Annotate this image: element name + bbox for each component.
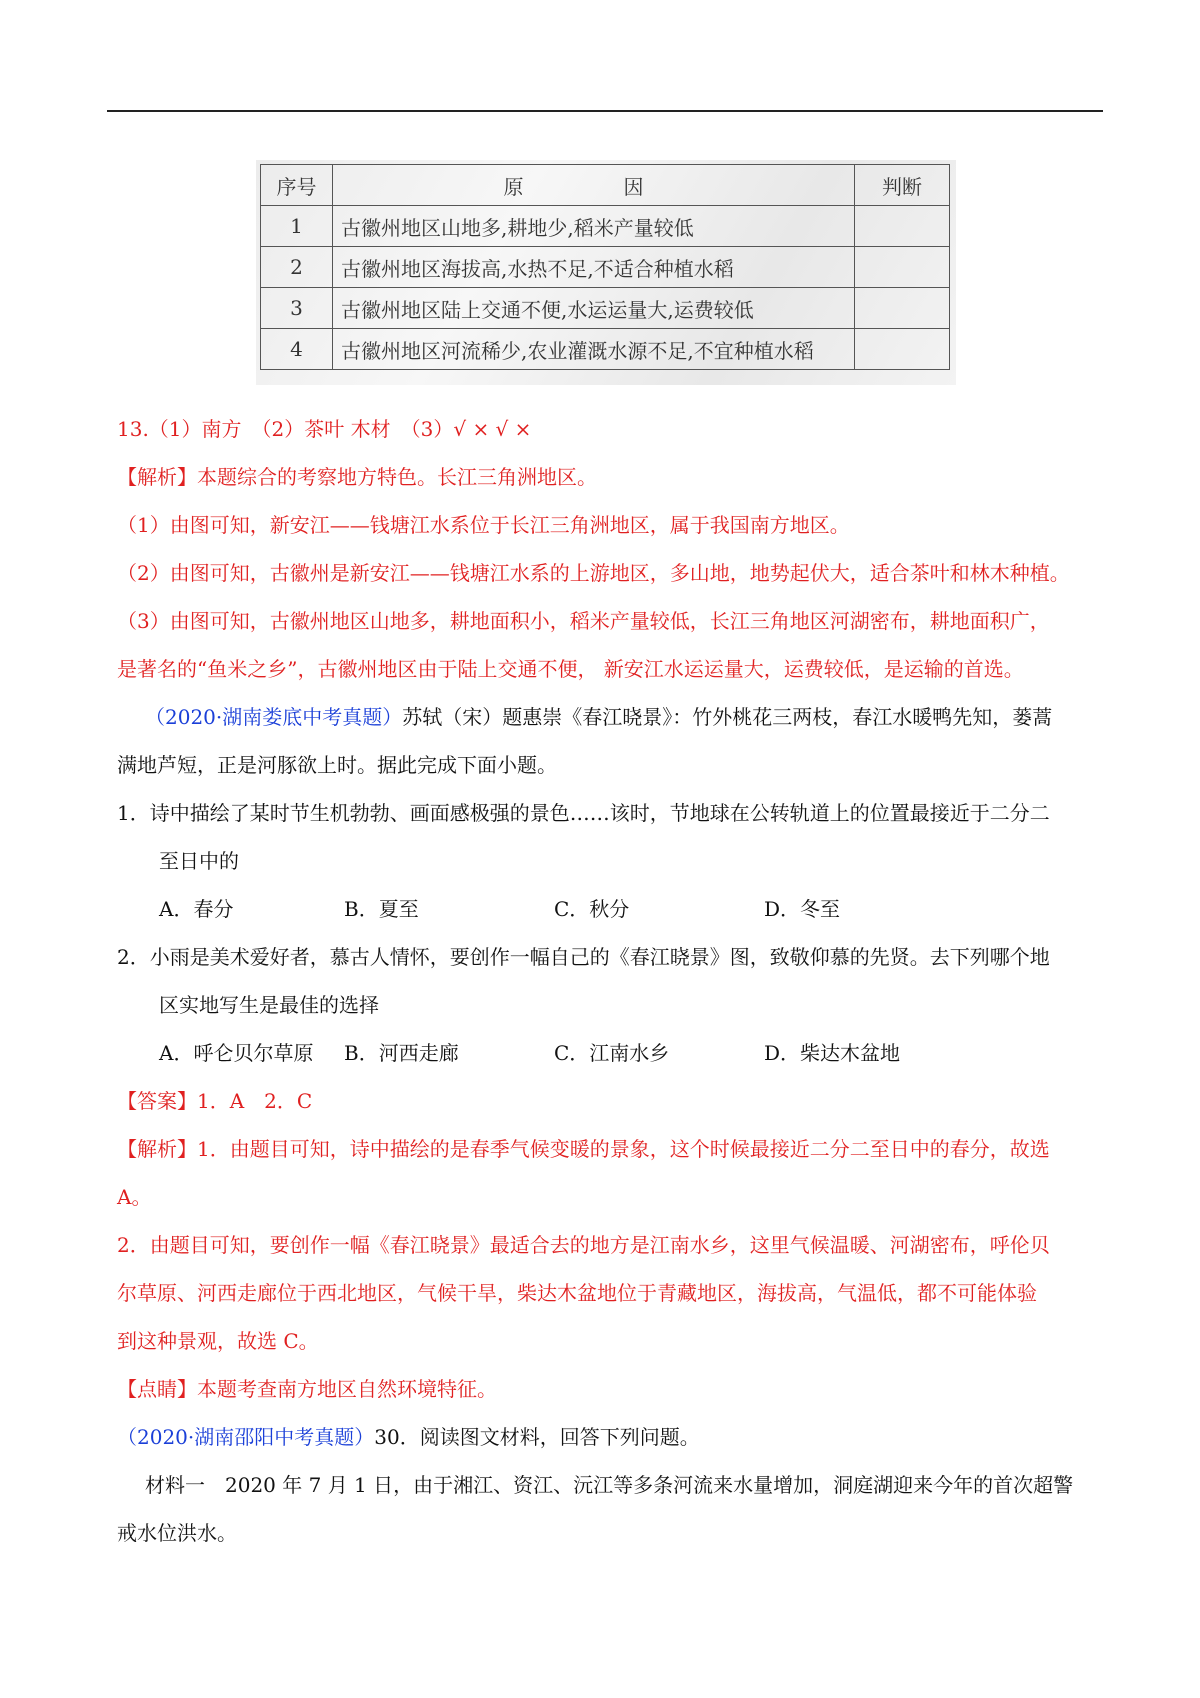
table-cell: 古徽州地区河流稀少,农业灌溉水源不足,不宜种植水稻	[333, 329, 855, 370]
table-row	[261, 288, 950, 329]
table-cell: 4	[261, 329, 333, 370]
q13-analysis-p3-line2: 是著名的“鱼米之乡”，古徽州地区由于陆上交通不便， 新安江水运运量大，运费较低，是运输的首选。	[117, 657, 1024, 681]
material1-line2: 戒水位洪水。	[117, 1521, 237, 1545]
table-cell	[855, 247, 950, 288]
loudi-analysis-1	[117, 1134, 1050, 1164]
loudi-analysis-2-line3: 到这种景观，故选 C。	[117, 1329, 319, 1353]
loudi-intro-line1	[145, 702, 1052, 732]
option-b: B．夏至	[344, 897, 419, 921]
table-cell: 2	[261, 247, 333, 288]
question-1-options	[159, 894, 840, 924]
table-row	[261, 329, 950, 370]
q13-analysis-p2: （2）由图可知，古徽州是新安江——钱塘江水系的上游地区，多山地，地势起伏大，适合茶叶和林木种植。	[117, 561, 1070, 585]
option-d: D．柴达木盆地	[764, 1041, 901, 1065]
answer-text: 1．A 2．C	[197, 1089, 313, 1113]
option-b: B．河西走廊	[344, 1041, 459, 1065]
table-cell: 古徽州地区陆上交通不便,水运运量大,运费较低	[333, 288, 855, 329]
loudi-comment	[117, 1374, 497, 1404]
shaoyang-question	[117, 1422, 700, 1452]
loudi-analysis-2-line2: 尔草原、河西走廊位于西北地区，气候干旱，柴达木盆地位于青藏地区，海拔高，气温低，都不可能体验	[117, 1281, 1037, 1305]
option-a: A．呼仑贝尔草原	[159, 1041, 314, 1065]
option-a: A．春分	[159, 897, 234, 921]
table-cell	[855, 206, 950, 247]
material1-line1: 材料一 2020 年 7 月 1 日，由于湘江、资江、沅江等多条河流来水量增加，洞庭湖迎来今年的首次超警	[145, 1473, 1074, 1497]
loudi-answer	[117, 1086, 312, 1116]
reason-table	[260, 164, 950, 370]
table-cell: 3	[261, 288, 333, 329]
loudi-analysis-2-line1: 2．由题目可知，要创作一幅《春江晓景》最适合去的地方是江南水乡，这里气候温暖、河湖密布，呼伦贝	[117, 1233, 1050, 1257]
option-d: D．冬至	[764, 897, 841, 921]
q13-analysis	[117, 462, 597, 492]
question-text: 30．阅读图文材料，回答下列问题。	[374, 1425, 700, 1449]
q13-analysis-p1: （1）由图可知，新安江——钱塘江水系位于长江三角洲地区，属于我国南方地区。	[117, 513, 850, 537]
table-cell	[855, 329, 950, 370]
answer-label: 【答案】	[117, 1089, 197, 1113]
table-cell: 古徽州地区海拔高,水热不足,不适合种植水稻	[333, 247, 855, 288]
analysis-label: 【解析】	[117, 465, 197, 489]
question-2: 2．小雨是美术爱好者，慕古人情怀，要创作一幅自己的《春江晓景》图，致敬仰慕的先贤。去下列哪个地	[117, 945, 1050, 969]
analysis-label: 【解析】	[117, 1137, 197, 1161]
source-tag: （2020·湖南娄底中考真题）	[145, 705, 403, 729]
q13-analysis-p3-line1: （3）由图可知，古徽州地区山地多，耕地面积小，稻米产量较低，长江三角地区河湖密布，耕地面积广，	[117, 609, 1050, 633]
question-1-cont: 至日中的	[159, 849, 239, 873]
comment-label: 【点睛】	[117, 1377, 197, 1401]
loudi-analysis-1-cont: A。	[117, 1185, 152, 1209]
table-row	[261, 247, 950, 288]
analysis-text: 本题综合的考察地方特色。长江三角洲地区。	[197, 465, 597, 489]
comment-text: 本题考查南方地区自然环境特征。	[197, 1377, 497, 1401]
table-cell	[855, 288, 950, 329]
option-c: C．江南水乡	[554, 1041, 670, 1065]
table-row	[261, 206, 950, 247]
analysis-text: 1．由题目可知，诗中描绘的是春季气候变暖的景象，这个时候最接近二分二至日中的春分，故选	[197, 1137, 1050, 1161]
q13-answer: 13.（1）南方 （2）茶叶 木材 （3）√ × √ ×	[117, 417, 532, 441]
source-tag: （2020·湖南邵阳中考真题）	[117, 1425, 375, 1449]
question-2-cont: 区实地写生是最佳的选择	[159, 993, 379, 1017]
table-header-row	[261, 165, 950, 206]
table-cell: 古徽州地区山地多,耕地少,稻米产量较低	[333, 206, 855, 247]
header-cell: 原 因	[333, 165, 855, 206]
loudi-intro-line2: 满地芦短，正是河豚欲上时。据此完成下面小题。	[117, 753, 557, 777]
header-cell: 序号	[261, 165, 333, 206]
option-c: C．秋分	[554, 897, 630, 921]
header-rule	[107, 110, 1103, 112]
question-1: 1．诗中描绘了某时节生机勃勃、画面感极强的景色……该时，节地球在公转轨道上的位置最接近于二分二	[117, 801, 1050, 825]
table-cell: 1	[261, 206, 333, 247]
header-cell: 判断	[855, 165, 950, 206]
scanned-table-image	[256, 160, 956, 385]
question-2-options	[159, 1038, 900, 1068]
intro-text: 苏轼（宋）题惠崇《春江晓景》：竹外桃花三两枝，春江水暖鸭先知，蒌蒿	[402, 705, 1053, 729]
